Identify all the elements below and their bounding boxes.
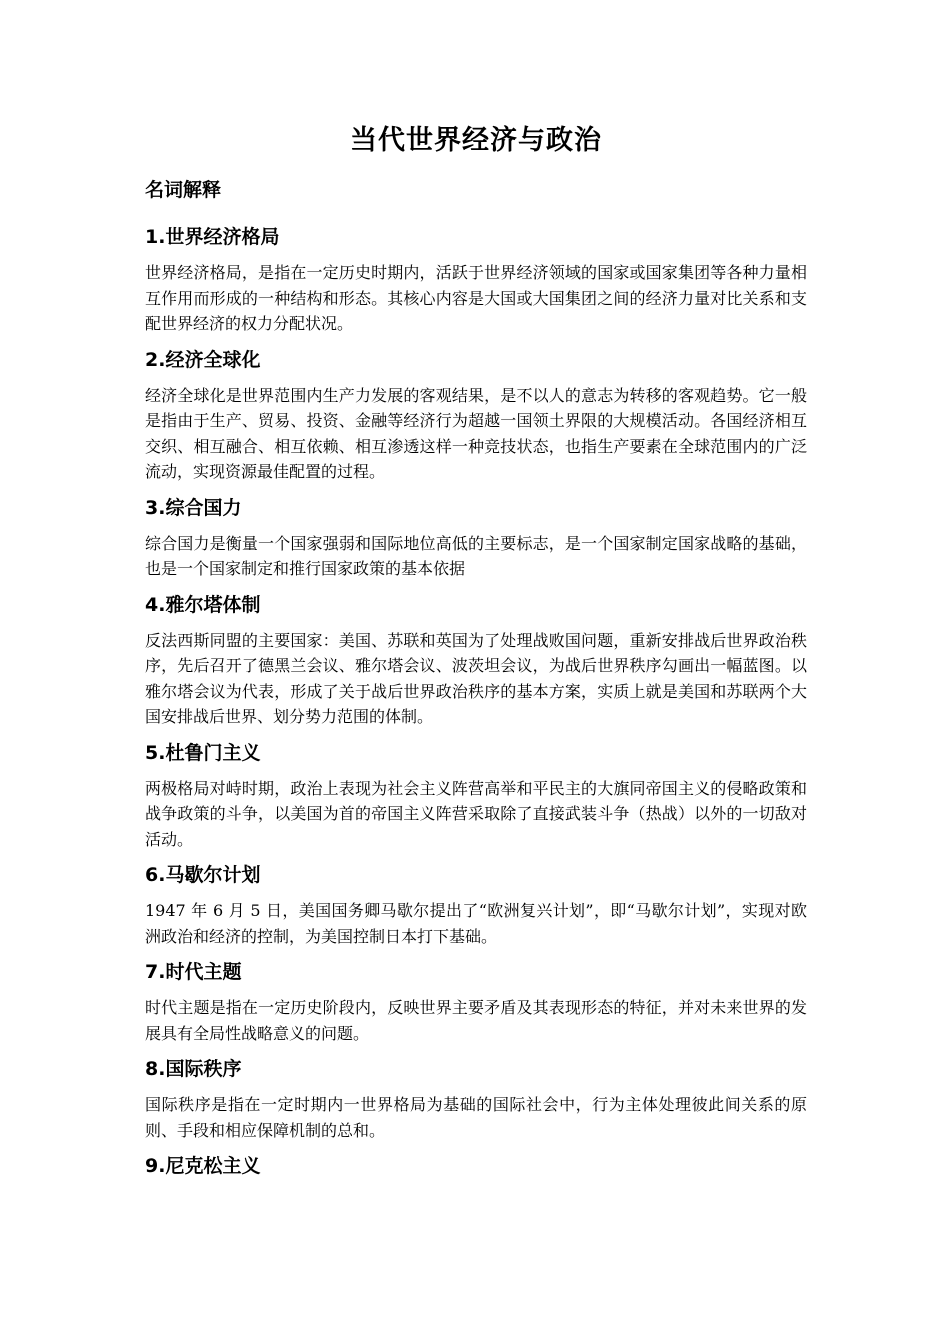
- document-title: 当代世界经济与政治: [350, 125, 602, 156]
- term-heading: 1.世界经济格局: [145, 226, 280, 248]
- term-marshall-plan: [145, 862, 807, 949]
- term-definition: 世界经济格局，是指在一定历史时期内，活跃于世界经济领域的国家或国家集团等各种力量相互作用而形成的一种结构和形态。其核心内容是大国或大国集团之间的经济力量对比关系和支配世界经济的权力分配状况。: [145, 263, 807, 333]
- term-definition: 时代主题是指在一定历史阶段内，反映世界主要矛盾及其表现形态的特征，并对未来世界的发展具有全局性战略意义的问题。: [145, 998, 807, 1043]
- term-heading: 4.雅尔塔体制: [145, 593, 261, 616]
- term-definition: 两极格局对峙时期，政治上表现为社会主义阵营高举和平民主的大旗同帝国主义的侵略政策和战争政策的斗争，以美国为首的帝国主义阵营采取除了直接武装斗争（热战）以外的一切敌对活动。: [145, 778, 807, 849]
- term-heading: 8.国际秩序: [145, 1058, 242, 1080]
- term-definition: 国际秩序是指在一定时期内一世界格局为基础的国际社会中，行为主体处理彼此间关系的原则、手段和相应保障机制的总和。: [145, 1095, 807, 1140]
- term-heading: 6.马歇尔计划: [145, 864, 261, 886]
- term-heading: 7.时代主题: [145, 961, 242, 983]
- term-definition: 反法西斯同盟的主要国家：美国、苏联和英国为了处理战败国问题，重新安排战后世界政治秩序，先后召开了德黑兰会议、雅尔塔会议、波茨坦会议，为战后世界秩序勾画出一幅蓝图。以雅尔塔会议为代表，形成了关于战后世界政治秩序的基本方案，实质上就是美国和苏联两个大国安排战后世界、划分势力范围的体制。: [145, 630, 807, 726]
- section-heading: 名词解释: [145, 179, 222, 201]
- term-heading: 3.综合国力: [145, 496, 242, 519]
- term-heading: 5.杜鲁门主义: [145, 741, 261, 764]
- term-theme-of-era: [145, 959, 807, 1046]
- term-international-order: [145, 1056, 807, 1143]
- term-yalta-system: [145, 592, 807, 730]
- term-economic-globalization: [145, 347, 807, 485]
- term-comprehensive-national-power: [145, 495, 807, 582]
- document-page: [145, 118, 807, 1189]
- term-heading: 9.尼克松主义: [145, 1155, 261, 1177]
- term-heading: 2.经济全球化: [145, 348, 261, 371]
- term-truman-doctrine: [145, 740, 807, 853]
- term-world-economic-pattern: [145, 224, 807, 337]
- term-definition: 1947 年 6 月 5 日，美国国务卿马歇尔提出了“欧洲复兴计划”，即“马歇尔计划”，实现对欧洲政治和经济的控制，为美国控制日本打下基础。: [145, 901, 807, 946]
- term-definition: 综合国力是衡量一个国家强弱和国际地位高低的主要标志，是一个国家制定国家战略的基础，也是一个国家制定和推行国家政策的基本依据: [145, 533, 807, 578]
- term-definition: 经济全球化是世界范围内生产力发展的客观结果，是不以人的意志为转移的客观趋势。它一般是指由于生产、贸易、投资、金融等经济行为超越一国领土界限的大规模活动。各国经济相互交织、相互融合、相互依赖、相互渗透这样一种竞技状态，也指生产要素在全球范围内的广泛流动，实现资源最佳配置的过程。: [145, 385, 807, 481]
- term-nixon-doctrine: [145, 1153, 807, 1179]
